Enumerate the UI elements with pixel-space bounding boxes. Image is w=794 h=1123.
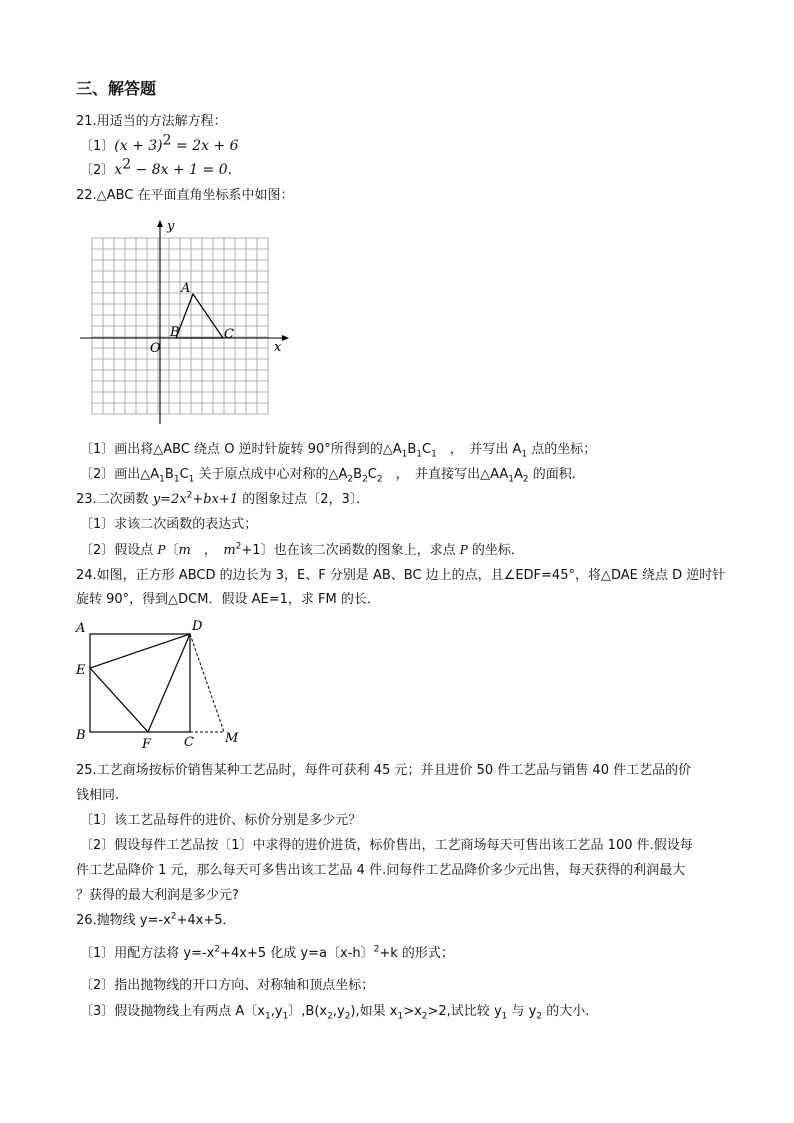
triangle-def xyxy=(90,634,190,732)
vertex-c-label: C xyxy=(224,327,234,342)
q26-part3: 〔3〕假设抛物线上有两点 A〔$x_1,y_1$〕$,B(x_2,y_2)$,如果 $x_1>x_2>2$,试比较 $y_1$ 与 $y_2$ 的大小. xyxy=(80,1004,590,1022)
point-b-label: B xyxy=(76,728,86,743)
x-axis-arrow-icon xyxy=(282,335,289,341)
q25-part2-line1: 〔2〕假设每件工艺品按〔1〕中求得的进价进货，标价售出，工艺商场每天可售出该工艺品 100 件.假设每 xyxy=(80,838,693,853)
q23-stem: 23.二次函数 $y=2x^2+bx+1$ 的图象过点〔2，3〕． xyxy=(76,490,370,507)
square-abcd xyxy=(90,634,190,732)
q21-stem: 21.用适当的方法解方程： xyxy=(76,114,227,129)
q26-stem: 26.抛物线 $y=-x^2+4x+5$． xyxy=(76,911,236,928)
vertex-a-label: A xyxy=(181,281,191,296)
origin-label: O xyxy=(150,341,161,356)
point-e-label: E xyxy=(76,663,86,678)
point-a-label: A xyxy=(76,621,86,636)
q23-part1: 〔1〕求该二次函数的表达式； xyxy=(80,517,258,532)
vertex-b-label: B xyxy=(170,325,180,340)
q22-part1: 〔1〕画出将△ABC 绕点 O 逆时针旋转 90°所得到的$\triangle A_1B_1C_1$ ， 并写出 $A_1$ 点的坐标； xyxy=(80,442,597,460)
q23-part2: 〔2〕假设点 P〔m ， $m^2+1$〕也在该二次函数的图象上，求点 P 的坐标． xyxy=(80,541,524,558)
q21-part1: 〔1〕$(x + 3)^2 = 2x + 6$ xyxy=(80,132,239,154)
section-title: 三、解答题 xyxy=(76,79,157,98)
q21-part2: 〔2〕$x^2 - 8x + 1 = 0$. xyxy=(80,156,233,178)
y-axis-label: y xyxy=(167,219,175,234)
q22-part2: 〔2〕画出$\triangle A_1B_1C_1$ 关于原点成中心对称的$\triangle A_2B_2C_2$ ， 并直接写出$\triangle AA_1A_2$ 的面积． xyxy=(80,467,585,485)
x-axis-label: x xyxy=(274,340,282,355)
q24-line1: 24.如图，正方形 ABCD 的边长为 3，E、F 分别是 AB、BC 边上的点，且∠EDF=45°，将△DAE 绕点 D 逆时针 xyxy=(76,568,726,583)
q25-line1: 25.工艺商场按标价销售某种工艺品时，每件可获利 45 元；并且进价 50 件工艺品与销售 40 件工艺品的价 xyxy=(76,763,692,778)
q25-line2: 钱相同. xyxy=(76,788,120,803)
point-d-label: D xyxy=(192,619,203,634)
point-c-label: C xyxy=(184,735,194,750)
q25-part2-line2: 件工艺品降价 1 元，那么每天可多售出该工艺品 4 件.问每件工艺品降价多少元出售，每天获得的利润最大 xyxy=(76,863,686,878)
point-f-label: F xyxy=(142,737,152,752)
q25-part2-line3: ？获得的最大利润是多少元? xyxy=(76,888,239,903)
q22-stem: 22.△ABC 在平面直角坐标系中如图： xyxy=(76,188,294,203)
q25-part1: 〔1〕该工艺品每件的进价、标价分别是多少元？ xyxy=(80,813,362,828)
triangle-abc xyxy=(176,294,223,338)
segment-dm xyxy=(190,634,224,732)
coordinate-grid-figure xyxy=(78,218,290,428)
y-axis-arrow-icon xyxy=(157,220,163,227)
q24-line2: 旋转 90°，得到△DCM．假设 AE=1，求 FM 的长． xyxy=(76,592,380,607)
square-figure xyxy=(72,616,247,752)
point-m-label: M xyxy=(225,731,239,746)
q26-part1: 〔1〕用配方法将 $y=-x^2+4x+5$ 化成 y=a〔x-h〕$^2$+k 的形式； xyxy=(80,944,454,961)
q26-part2: 〔2〕指出抛物线的开口方向、对称轴和顶点坐标； xyxy=(80,978,375,993)
